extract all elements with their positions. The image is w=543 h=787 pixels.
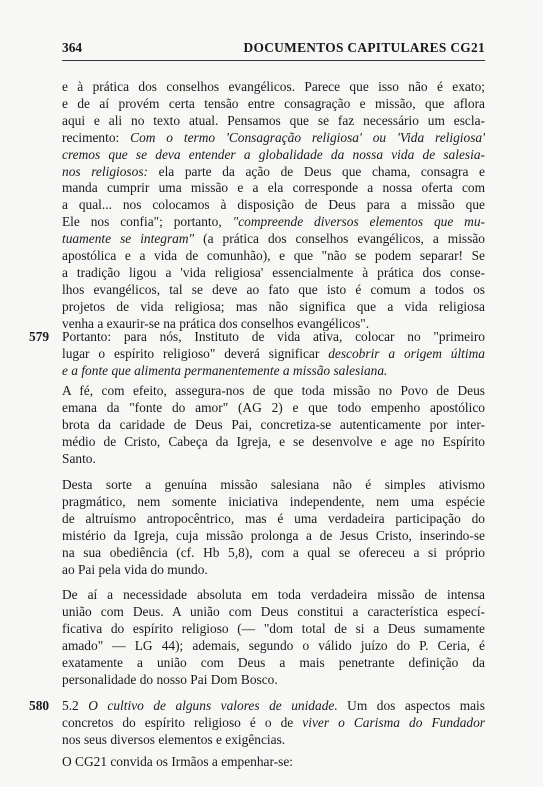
text-line	[62, 434, 485, 451]
text-run: de altruísmo antropocêntrico, mas é uma verdadeira participação do	[62, 510, 485, 526]
text-run: a qual... nos colocamos à disposição de Deus para a missão que	[62, 197, 485, 213]
text-run: concretos do espírito religioso é o de	[62, 714, 303, 730]
text-line	[62, 417, 485, 434]
paragraph-580-invitation	[62, 754, 485, 771]
text-line	[62, 231, 485, 248]
italic-run: "compreende diversos elementos que mu-	[232, 214, 485, 230]
text-line	[62, 400, 485, 417]
italic-run: descobrir a origem última	[328, 345, 485, 361]
text-line	[62, 79, 485, 96]
italic-run: e a fonte que alimenta permanentemente a missão salesiana.	[62, 362, 388, 378]
text-run: personalidade do nosso Pai Dom Bosco.	[62, 671, 278, 687]
text-line	[62, 638, 485, 655]
text-run: na sua obediência (cf. Hb 5,8), com a qual se ofereceu a si próprio	[62, 544, 485, 560]
paragraph-579-intro	[62, 329, 485, 380]
text-line	[62, 732, 485, 749]
paragraph-580-values	[62, 698, 485, 749]
paragraph-continuation	[62, 79, 485, 333]
page-number: 364	[62, 40, 83, 55]
text-line	[62, 164, 485, 181]
text-line	[62, 621, 485, 638]
text-run: recimento:	[62, 129, 131, 145]
text-run: médio de Cristo, Cabeça da Igreja, e se desenvolve e age no Espírito	[62, 433, 485, 449]
section-number-579: 579	[29, 329, 50, 344]
text-line	[62, 477, 485, 494]
text-line	[62, 265, 485, 282]
text-run: lugar o espírito religioso" deverá significar	[62, 345, 329, 361]
text-line	[62, 329, 485, 346]
text-run: e à prática dos conselhos evangélicos. Parece que isso não é exato;	[62, 79, 485, 94]
text-run: brota da caridade de Deus Pai, concretiza-se autenticamente por inter-	[62, 416, 485, 432]
text-run: e de aí provém certa tensão entre consagração e missão, que aflora	[62, 95, 485, 111]
paragraph-579-faith	[62, 383, 485, 468]
text-run: A fé, com efeito, assegura-nos de que toda missão no Povo de Deus	[62, 383, 485, 398]
header-rule	[62, 60, 485, 61]
text-line	[62, 248, 485, 265]
text-line	[62, 587, 485, 604]
text-line	[62, 113, 485, 130]
text-line	[62, 96, 485, 113]
text-run: Santo.	[62, 450, 96, 466]
text-line	[62, 147, 485, 164]
italic-run: tuamente se integram"	[62, 231, 195, 247]
text-run: ela parte da ação de Deus que chama, consagra e	[148, 163, 485, 179]
text-line	[62, 383, 485, 400]
text-run: exatamente a união com Deus a mais penetrante definição da	[62, 654, 485, 670]
text-line	[62, 754, 485, 771]
italic-run: cremos que se deva entender a globalidade da nossa vida de salesia-	[62, 146, 485, 162]
text-line	[62, 528, 485, 545]
italic-run: viver o Carisma do Fundador	[302, 714, 486, 730]
text-line	[62, 672, 485, 689]
text-run: manda cumprir uma missão e a ela corresponde a nossa oferta com	[62, 180, 485, 196]
text-run: união com Deus. A união com Deus constitui a característica especí-	[62, 603, 485, 619]
text-line	[62, 197, 485, 214]
text-run: apostólica e a vida de comunhão), e que "não se podem separar! Se	[62, 248, 485, 264]
text-run: Um dos aspectos mais	[337, 698, 485, 713]
text-run: venha a exaurir-se na prática dos conselhos evangélicos".	[62, 315, 370, 331]
text-run: Desta sorte a genuína missão salesiana não é simples ativismo	[62, 477, 485, 492]
text-run: mistério da Igreja, cuja missão prolonga a de Jesus Cristo, inserindo-se	[62, 527, 485, 543]
text-line	[62, 451, 485, 468]
italic-run: nos religiosos:	[62, 163, 149, 179]
text-run: projetos de vida religiosa; mas não significa que a vida religiosa	[62, 298, 485, 314]
text-run: ficativa do espírito religioso (— "dom total de si a Deus sumamente	[62, 620, 485, 636]
text-run: De aí a necessidade absoluta em toda verdadeira missão de intensa	[62, 587, 485, 602]
paragraph-579-union	[62, 587, 485, 688]
text-line	[62, 604, 485, 621]
text-line	[62, 363, 485, 380]
text-run: Portanto: para nós, Instituto de vida ativa, colocar no "primeiro	[62, 329, 485, 344]
text-line	[62, 214, 485, 231]
text-run: 5.2	[62, 698, 89, 713]
italic-run: O cultivo de alguns valores de unidade.	[88, 698, 338, 713]
text-run: lhos evangélicos, tal se deve ao fato que isto é comum a todos os	[62, 281, 485, 297]
text-line	[62, 282, 485, 299]
text-run: amado" — LG 44); ademais, segundo o válido juízo do P. Ceria, é	[62, 637, 485, 653]
text-run: pragmático, nem somente iniciativa independente, nem uma espécie	[62, 493, 485, 509]
text-line	[62, 511, 485, 528]
text-line	[62, 655, 485, 672]
text-line	[62, 346, 485, 363]
text-line	[62, 545, 485, 562]
text-run: ao Pai pela vida do mundo.	[62, 561, 208, 577]
paragraph-579-mission	[62, 477, 485, 578]
text-run: a tradição ligou a 'vida religiosa' essencialmente à prática dos conse-	[62, 264, 485, 280]
italic-run: Com o termo 'Consagração religiosa' ou 'Vida religiosa'	[130, 129, 485, 145]
text-run: nos seus diversos elementos e exigências.	[62, 731, 286, 747]
text-run: O CG21 convida os Irmãos a empenhar-se:	[62, 754, 294, 769]
text-line	[62, 698, 485, 715]
text-run: aqui e ali no texto atual. Pensamos que se faz necessário um escla-	[62, 112, 485, 128]
text-run: emana da "fonte do amor" (AG 2) e que todo empenho apostólico	[62, 399, 485, 415]
running-title: DOCUMENTOS CAPITULARES CG21	[243, 40, 485, 55]
text-line	[62, 562, 485, 579]
text-line	[62, 715, 485, 732]
text-line	[62, 130, 485, 147]
text-run: Ele nos confia"; portanto,	[62, 214, 233, 230]
text-run: (a prática dos conselhos evangélicos, a missão	[194, 231, 485, 247]
text-line	[62, 299, 485, 316]
text-line	[62, 180, 485, 197]
text-line	[62, 494, 485, 511]
section-number-580: 580	[29, 698, 50, 713]
